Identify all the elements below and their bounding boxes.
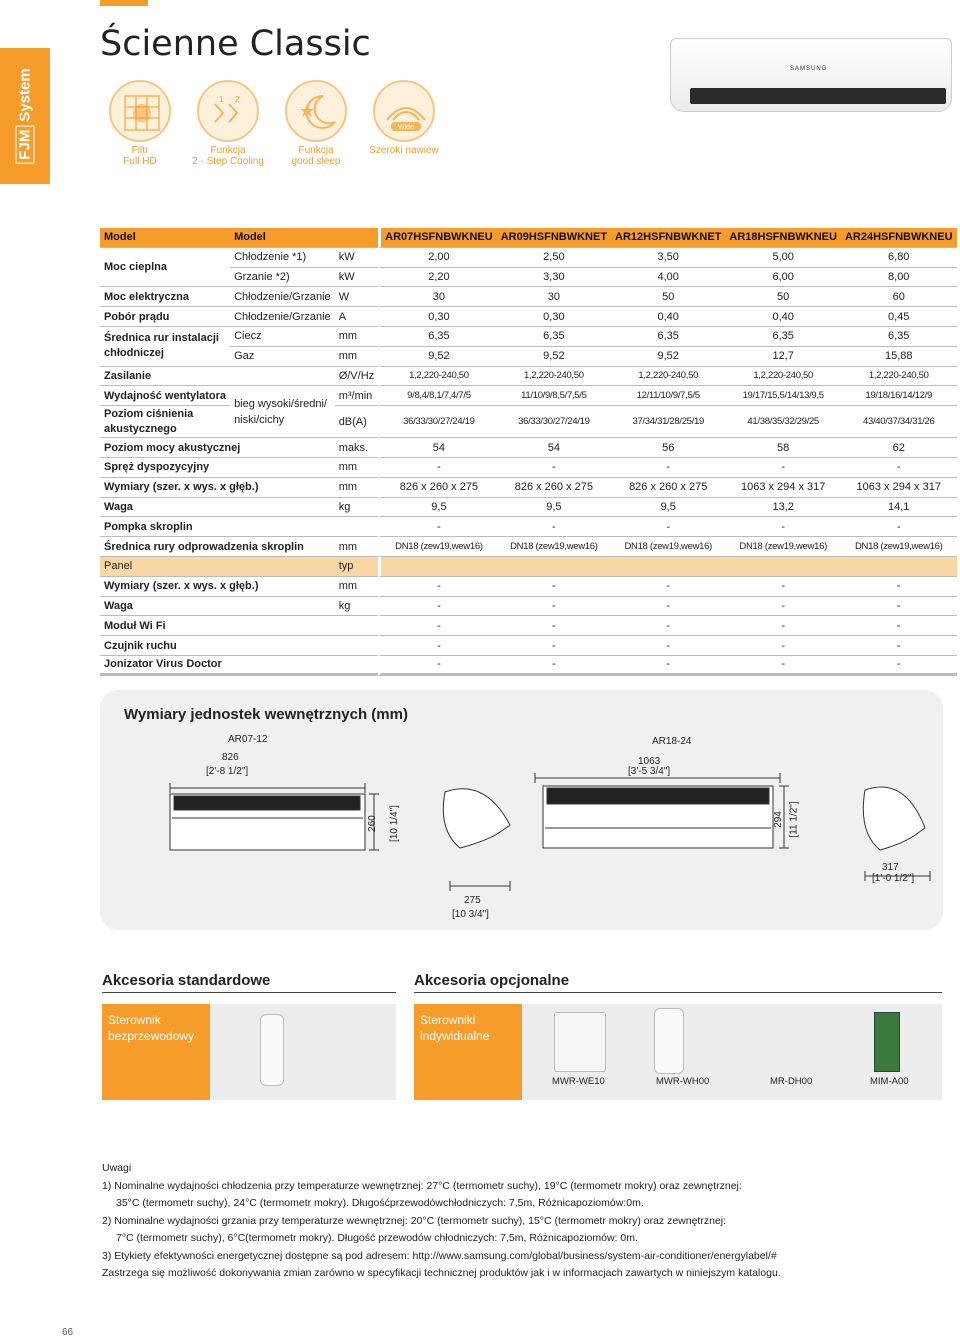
cell: - bbox=[611, 597, 725, 617]
page-title: Ścienne Classic bbox=[100, 24, 371, 64]
cell: 54 bbox=[497, 438, 611, 458]
row-unit: mm bbox=[335, 537, 378, 557]
wide-badge: Wide bbox=[398, 124, 414, 131]
row-unit: mm bbox=[335, 347, 378, 367]
dim-a-height: 260 bbox=[366, 815, 378, 832]
row-label: Wymiary (szer. x wys. x głęb.) bbox=[100, 577, 335, 597]
cell: 2,00 bbox=[378, 248, 497, 268]
model-header: AR18HSFNBWKNEU bbox=[725, 228, 841, 248]
row-unit: dB(A) bbox=[335, 406, 378, 438]
row-unit: kg bbox=[335, 498, 378, 518]
dimension-drawings bbox=[100, 690, 943, 930]
page-number: 66 bbox=[62, 1327, 74, 1338]
cell: 3,50 bbox=[611, 248, 725, 268]
cell bbox=[841, 557, 957, 577]
interface-module-icon bbox=[874, 1012, 900, 1072]
cell: 1063 x 294 x 317 bbox=[841, 478, 957, 498]
table-row bbox=[100, 498, 957, 518]
cell: DN18 (zew19,wew16) bbox=[497, 537, 611, 557]
cell: - bbox=[611, 656, 725, 676]
feature-icons bbox=[100, 80, 440, 180]
table-row bbox=[100, 656, 957, 676]
cell: 6,35 bbox=[841, 327, 957, 347]
row-unit: kW bbox=[335, 248, 378, 268]
row-label: Jonizator Virus Doctor bbox=[100, 656, 335, 676]
cell: - bbox=[841, 517, 957, 537]
cell: 3,30 bbox=[497, 268, 611, 288]
feature-caption: Funkcja bbox=[298, 145, 334, 156]
cell: DN18 (zew19,wew16) bbox=[378, 537, 497, 557]
cell: 9,52 bbox=[497, 347, 611, 367]
cell: 1,2,220-240,50 bbox=[841, 367, 957, 387]
cell: 6,35 bbox=[611, 327, 725, 347]
wireless-remote-icon bbox=[260, 1014, 284, 1086]
dim-a-depth: 275 bbox=[464, 895, 481, 906]
cell: - bbox=[611, 458, 725, 478]
cell: 2,50 bbox=[497, 248, 611, 268]
two-step-cooling-icon bbox=[197, 80, 259, 142]
wired-controller-icon bbox=[554, 1012, 606, 1072]
cell: 2,20 bbox=[378, 268, 497, 288]
cell: - bbox=[378, 636, 497, 656]
cell: 1,2,220-240,50 bbox=[497, 367, 611, 387]
feature-caption: Full HD bbox=[123, 156, 157, 167]
accessory-code: MR-DH00 bbox=[770, 1076, 813, 1087]
cell: - bbox=[378, 517, 497, 537]
dim-b-width-in: [3'-5 3/4"] bbox=[628, 766, 671, 777]
header-cell: Model bbox=[230, 228, 335, 248]
note-line: 2) Nominalne wydajności grzania przy temperaturze wewnętrznej: 20°C (termometr suchy), 15°C (termometr mokry) oraz zewnętrznej: bbox=[102, 1214, 727, 1227]
row-label: Moduł Wi Fi bbox=[100, 616, 335, 636]
note-line: Zastrzega się możliwość dokonywania zmian zarówno w specyfikacji technicznej produktów jak i w informacjach zawartych w niniejszym katalogu. bbox=[102, 1267, 781, 1279]
cell: 6,35 bbox=[378, 327, 497, 347]
table-row bbox=[100, 537, 957, 557]
section-tab-box: FJM bbox=[16, 126, 35, 164]
row-label-line: akustycznego bbox=[104, 422, 177, 435]
cell: 12/11/10/9/7,5/5 bbox=[611, 386, 725, 406]
cell: 62 bbox=[841, 438, 957, 458]
model-header: AR12HSFNBWKNET bbox=[611, 228, 725, 248]
row-sublabel: Chłodzenie/Grzanie bbox=[230, 287, 335, 307]
spec-header-row bbox=[100, 228, 957, 248]
dim-label-a: AR07-12 bbox=[228, 734, 268, 745]
row-unit: mm bbox=[335, 478, 378, 498]
optional-accessory-label bbox=[414, 1004, 522, 1100]
row-unit: mm bbox=[335, 458, 378, 478]
ac-air-outlet bbox=[690, 88, 946, 104]
cell: 50 bbox=[725, 287, 841, 307]
note-line: 3) Etykiety efektywności energetycznej dostępne są pod adresem: http://www.samsung.com/global/business/system-air-conditioner/energylabel/# bbox=[102, 1249, 777, 1262]
row-label-line: Poziom ciśnienia bbox=[104, 407, 194, 420]
row-sublabel: Grzanie *2) bbox=[230, 268, 335, 288]
cell: 60 bbox=[841, 287, 957, 307]
cell: 0,40 bbox=[611, 307, 725, 327]
row-label bbox=[100, 406, 230, 438]
accessories-optional-title: Akcesoria opcjonalne bbox=[414, 972, 942, 993]
note-line: 35°C (termometr suchy), 24°C (termometr mokry). Długośćprzewodówchłodniczych: 7,5m, Różnicapoziomów:0m. bbox=[116, 1197, 644, 1209]
row-label: Zasilanie bbox=[100, 367, 335, 387]
row-label: Moc elektryczna bbox=[100, 287, 230, 307]
cell bbox=[611, 557, 725, 577]
section-tab-label bbox=[17, 68, 34, 163]
cell: - bbox=[378, 656, 497, 676]
row-unit: maks. bbox=[335, 438, 378, 458]
table-row bbox=[100, 307, 957, 327]
row-label: Waga bbox=[100, 597, 335, 617]
table-row bbox=[100, 616, 957, 636]
row-label: Spręż dyspozycyjny bbox=[100, 458, 335, 478]
dimensions-title: Wymiary jednostek wewnętrznych (mm) bbox=[124, 706, 408, 723]
table-row bbox=[100, 478, 957, 498]
row-unit bbox=[335, 517, 378, 537]
row-label: Czujnik ruchu bbox=[100, 636, 335, 656]
table-row bbox=[100, 367, 957, 387]
accessory-label-line: indywidualne bbox=[420, 1029, 490, 1043]
cell: 50 bbox=[611, 287, 725, 307]
feature-two-step bbox=[188, 80, 268, 167]
cell: - bbox=[497, 636, 611, 656]
section-tab bbox=[0, 48, 50, 184]
row-label-line: chłodniczej bbox=[104, 347, 164, 360]
row-label: Moc cieplna bbox=[100, 248, 230, 288]
cell: - bbox=[497, 517, 611, 537]
cell: - bbox=[725, 616, 841, 636]
cell: - bbox=[725, 458, 841, 478]
cell: - bbox=[841, 577, 957, 597]
cell: 56 bbox=[611, 438, 725, 458]
accessory-label-line: Sterowniki bbox=[420, 1013, 476, 1027]
cell: 4,00 bbox=[611, 268, 725, 288]
table-row bbox=[100, 636, 957, 656]
table-row bbox=[100, 458, 957, 478]
row-sublabel-line: niski/cichy bbox=[234, 413, 285, 426]
cell: - bbox=[497, 577, 611, 597]
cell: 9,5 bbox=[497, 498, 611, 518]
good-sleep-icon bbox=[285, 80, 347, 142]
accessory-label-line: bezprzewodowy bbox=[108, 1029, 195, 1043]
cell: 0,40 bbox=[725, 307, 841, 327]
dim-b-height: 294 bbox=[772, 811, 784, 828]
spec-table bbox=[100, 228, 957, 676]
cell: - bbox=[378, 616, 497, 636]
cell: - bbox=[841, 458, 957, 478]
table-row bbox=[100, 597, 957, 617]
row-unit bbox=[335, 636, 378, 656]
cell: - bbox=[725, 577, 841, 597]
cell: 30 bbox=[497, 287, 611, 307]
cell: - bbox=[841, 616, 957, 636]
row-sublabel-line: bieg wysoki/średni/ bbox=[234, 397, 327, 410]
cell: 0,30 bbox=[497, 307, 611, 327]
cell: - bbox=[841, 656, 957, 676]
table-row bbox=[100, 386, 957, 406]
cell: 1,2,220-240,50 bbox=[611, 367, 725, 387]
table-row bbox=[100, 577, 957, 597]
brand-logo: SAMSUNG bbox=[790, 66, 828, 72]
row-unit: kW bbox=[335, 268, 378, 288]
cell: 9,52 bbox=[378, 347, 497, 367]
feature-caption: good sleep bbox=[291, 156, 341, 167]
row-sublabel: Ciecz bbox=[230, 327, 335, 347]
cell: 0,45 bbox=[841, 307, 957, 327]
top-accent-rule bbox=[100, 0, 148, 6]
cell: - bbox=[841, 597, 957, 617]
table-row bbox=[100, 517, 957, 537]
row-sublabel bbox=[230, 386, 335, 438]
cell: - bbox=[378, 577, 497, 597]
cell: 6,00 bbox=[725, 268, 841, 288]
table-row bbox=[100, 287, 957, 307]
cell: 9,5 bbox=[611, 498, 725, 518]
cell: 43/40/37/34/31/26 bbox=[841, 406, 957, 438]
cell: 19/18/16/14/12/9 bbox=[841, 386, 957, 406]
cell: 6,80 bbox=[841, 248, 957, 268]
cell: 6,35 bbox=[725, 327, 841, 347]
cell: 5,00 bbox=[725, 248, 841, 268]
cell: - bbox=[725, 517, 841, 537]
cell: - bbox=[497, 458, 611, 478]
cell: - bbox=[841, 636, 957, 656]
row-label: Panel bbox=[100, 557, 335, 577]
row-label: Poziom mocy akustycznej bbox=[100, 438, 335, 458]
standard-accessory-label bbox=[102, 1004, 210, 1100]
row-unit: A bbox=[335, 307, 378, 327]
table-row bbox=[100, 438, 957, 458]
notes-title: Uwagi bbox=[102, 1162, 132, 1174]
cell: 36/33/30/27/24/19 bbox=[497, 406, 611, 438]
feature-caption: Funkcja bbox=[210, 145, 246, 156]
row-label: Pobór prądu bbox=[100, 307, 230, 327]
section-row-panel bbox=[100, 557, 957, 577]
row-unit: typ bbox=[335, 557, 378, 577]
accessories-standard-title: Akcesoria standardowe bbox=[102, 972, 396, 993]
notes bbox=[102, 1160, 781, 1283]
cell: 11/10/9/8,5/7,5/5 bbox=[497, 386, 611, 406]
dim-a-width: 826 bbox=[222, 752, 239, 763]
cell: 15,88 bbox=[841, 347, 957, 367]
cell: - bbox=[725, 636, 841, 656]
note-line: 7°C (termometr suchy), 6°C(termometr mokry). Długość przewodów chłodniczych: 7,5m, Różnicapoziomów: 0m. bbox=[116, 1232, 638, 1244]
table-row bbox=[100, 327, 957, 347]
section-tab-text: System bbox=[16, 68, 34, 122]
cell: - bbox=[497, 656, 611, 676]
svg-text:2: 2 bbox=[235, 95, 240, 104]
cell: - bbox=[611, 616, 725, 636]
cell: 9,52 bbox=[611, 347, 725, 367]
row-label-line: Średnica rur instalacji bbox=[104, 332, 219, 345]
model-header: AR07HSFNBWKNEU bbox=[378, 228, 497, 248]
row-unit: W bbox=[335, 287, 378, 307]
wired-remote-icon bbox=[654, 1008, 684, 1074]
accessory-code: MWR-WH00 bbox=[656, 1076, 710, 1087]
table-row bbox=[100, 406, 957, 438]
row-unit: mm bbox=[335, 327, 378, 347]
dim-b-depth-in: [1'-0 1/2"] bbox=[872, 873, 915, 884]
cell: 13,2 bbox=[725, 498, 841, 518]
row-sublabel: Gaz bbox=[230, 347, 335, 367]
cell: 0,30 bbox=[378, 307, 497, 327]
feature-caption: 2 - Step Cooling bbox=[192, 156, 264, 167]
cell: 19/17/15,5/14/13/9,5 bbox=[725, 386, 841, 406]
cell: 826 x 260 x 275 bbox=[497, 478, 611, 498]
wide-airflow-icon bbox=[373, 80, 435, 142]
header-cell bbox=[335, 228, 378, 248]
row-unit: mm bbox=[335, 577, 378, 597]
cell: - bbox=[497, 597, 611, 617]
row-label: Pompka skroplin bbox=[100, 517, 335, 537]
dim-label-b: AR18-24 bbox=[652, 736, 692, 747]
accessory-code: MIM-A00 bbox=[870, 1076, 909, 1087]
row-unit bbox=[335, 616, 378, 636]
row-sublabel: Chłodzenie/Grzanie bbox=[230, 307, 335, 327]
cell: - bbox=[611, 577, 725, 597]
cell: - bbox=[378, 458, 497, 478]
cell: 8,00 bbox=[841, 268, 957, 288]
cell: - bbox=[725, 597, 841, 617]
cell: 30 bbox=[378, 287, 497, 307]
accessory-code: MWR-WE10 bbox=[552, 1076, 605, 1087]
row-sublabel: Chłodzenie *1) bbox=[230, 248, 335, 268]
row-unit: Ø/V/Hz bbox=[335, 367, 378, 387]
cell: - bbox=[611, 517, 725, 537]
cell: - bbox=[725, 656, 841, 676]
cell: - bbox=[378, 597, 497, 617]
cell bbox=[725, 557, 841, 577]
cell: 1,2,220-240,50 bbox=[725, 367, 841, 387]
table-row bbox=[100, 248, 957, 268]
cell: 1063 x 294 x 317 bbox=[725, 478, 841, 498]
filter-icon bbox=[109, 80, 171, 142]
cell: DN18 (zew19,wew16) bbox=[841, 537, 957, 557]
cell: - bbox=[497, 616, 611, 636]
cell: 58 bbox=[725, 438, 841, 458]
cell: 6,35 bbox=[497, 327, 611, 347]
cell bbox=[497, 557, 611, 577]
cell: 826 x 260 x 275 bbox=[611, 478, 725, 498]
row-unit: m³/min bbox=[335, 386, 378, 406]
header-cell: Model bbox=[100, 228, 230, 248]
dim-a-height-in: [10 1/4"] bbox=[388, 805, 400, 842]
cell: 41/38/35/32/29/25 bbox=[725, 406, 841, 438]
row-unit bbox=[335, 656, 378, 676]
model-header: AR09HSFNBWKNET bbox=[497, 228, 611, 248]
feature-caption: Szeroki nawiew bbox=[369, 145, 439, 156]
cell: 37/34/31/28/25/19 bbox=[611, 406, 725, 438]
dim-a-width-in: [2'-8 1/2"] bbox=[206, 766, 249, 777]
row-label: Wydajność wentylatora bbox=[100, 386, 230, 406]
dim-a-depth-in: [10 3/4"] bbox=[452, 909, 489, 920]
feature-good-sleep bbox=[276, 80, 356, 167]
cell: DN18 (zew19,wew16) bbox=[611, 537, 725, 557]
cell: 12,7 bbox=[725, 347, 841, 367]
cell: 54 bbox=[378, 438, 497, 458]
dim-b-width: 1063 bbox=[638, 756, 661, 767]
cell: 36/33/30/27/24/19 bbox=[378, 406, 497, 438]
row-label: Waga bbox=[100, 498, 335, 518]
row-label: Średnica rury odprowadzenia skroplin bbox=[100, 537, 335, 557]
cell bbox=[378, 557, 497, 577]
accessories-standard-panel bbox=[102, 1004, 396, 1100]
dimensions-panel bbox=[100, 690, 943, 930]
dim-b-depth: 317 bbox=[882, 862, 899, 873]
accessories-optional-panel bbox=[414, 1004, 942, 1100]
cell: 1,2,220-240,50 bbox=[378, 367, 497, 387]
cell: DN18 (zew19,wew16) bbox=[725, 537, 841, 557]
note-line: 1) Nominalne wydajności chłodzenia przy temperaturze wewnętrznej: 27°C (termometr suchy), 19°C (termometr mokry) oraz zewnętrznej: bbox=[102, 1179, 742, 1192]
feature-filter bbox=[100, 80, 180, 167]
model-header: AR24HSFNBWKNEU bbox=[841, 228, 957, 248]
cell: 9,5 bbox=[378, 498, 497, 518]
feature-wide-airflow bbox=[364, 80, 444, 156]
accessory-label-line: Sterownik bbox=[108, 1013, 161, 1027]
row-label bbox=[100, 327, 230, 367]
cell: 826 x 260 x 275 bbox=[378, 478, 497, 498]
svg-text:1: 1 bbox=[219, 95, 224, 104]
row-label: Wymiary (szer. x wys. x głęb.) bbox=[100, 478, 335, 498]
row-unit: kg bbox=[335, 597, 378, 617]
product-image bbox=[670, 38, 952, 124]
dim-b-height-in: [11 1/2"] bbox=[788, 801, 800, 838]
cell: - bbox=[611, 636, 725, 656]
feature-caption: Filtr bbox=[131, 145, 149, 156]
cell: 9/8,4/8,1/7,4/7/5 bbox=[378, 386, 497, 406]
cell: 14,1 bbox=[841, 498, 957, 518]
